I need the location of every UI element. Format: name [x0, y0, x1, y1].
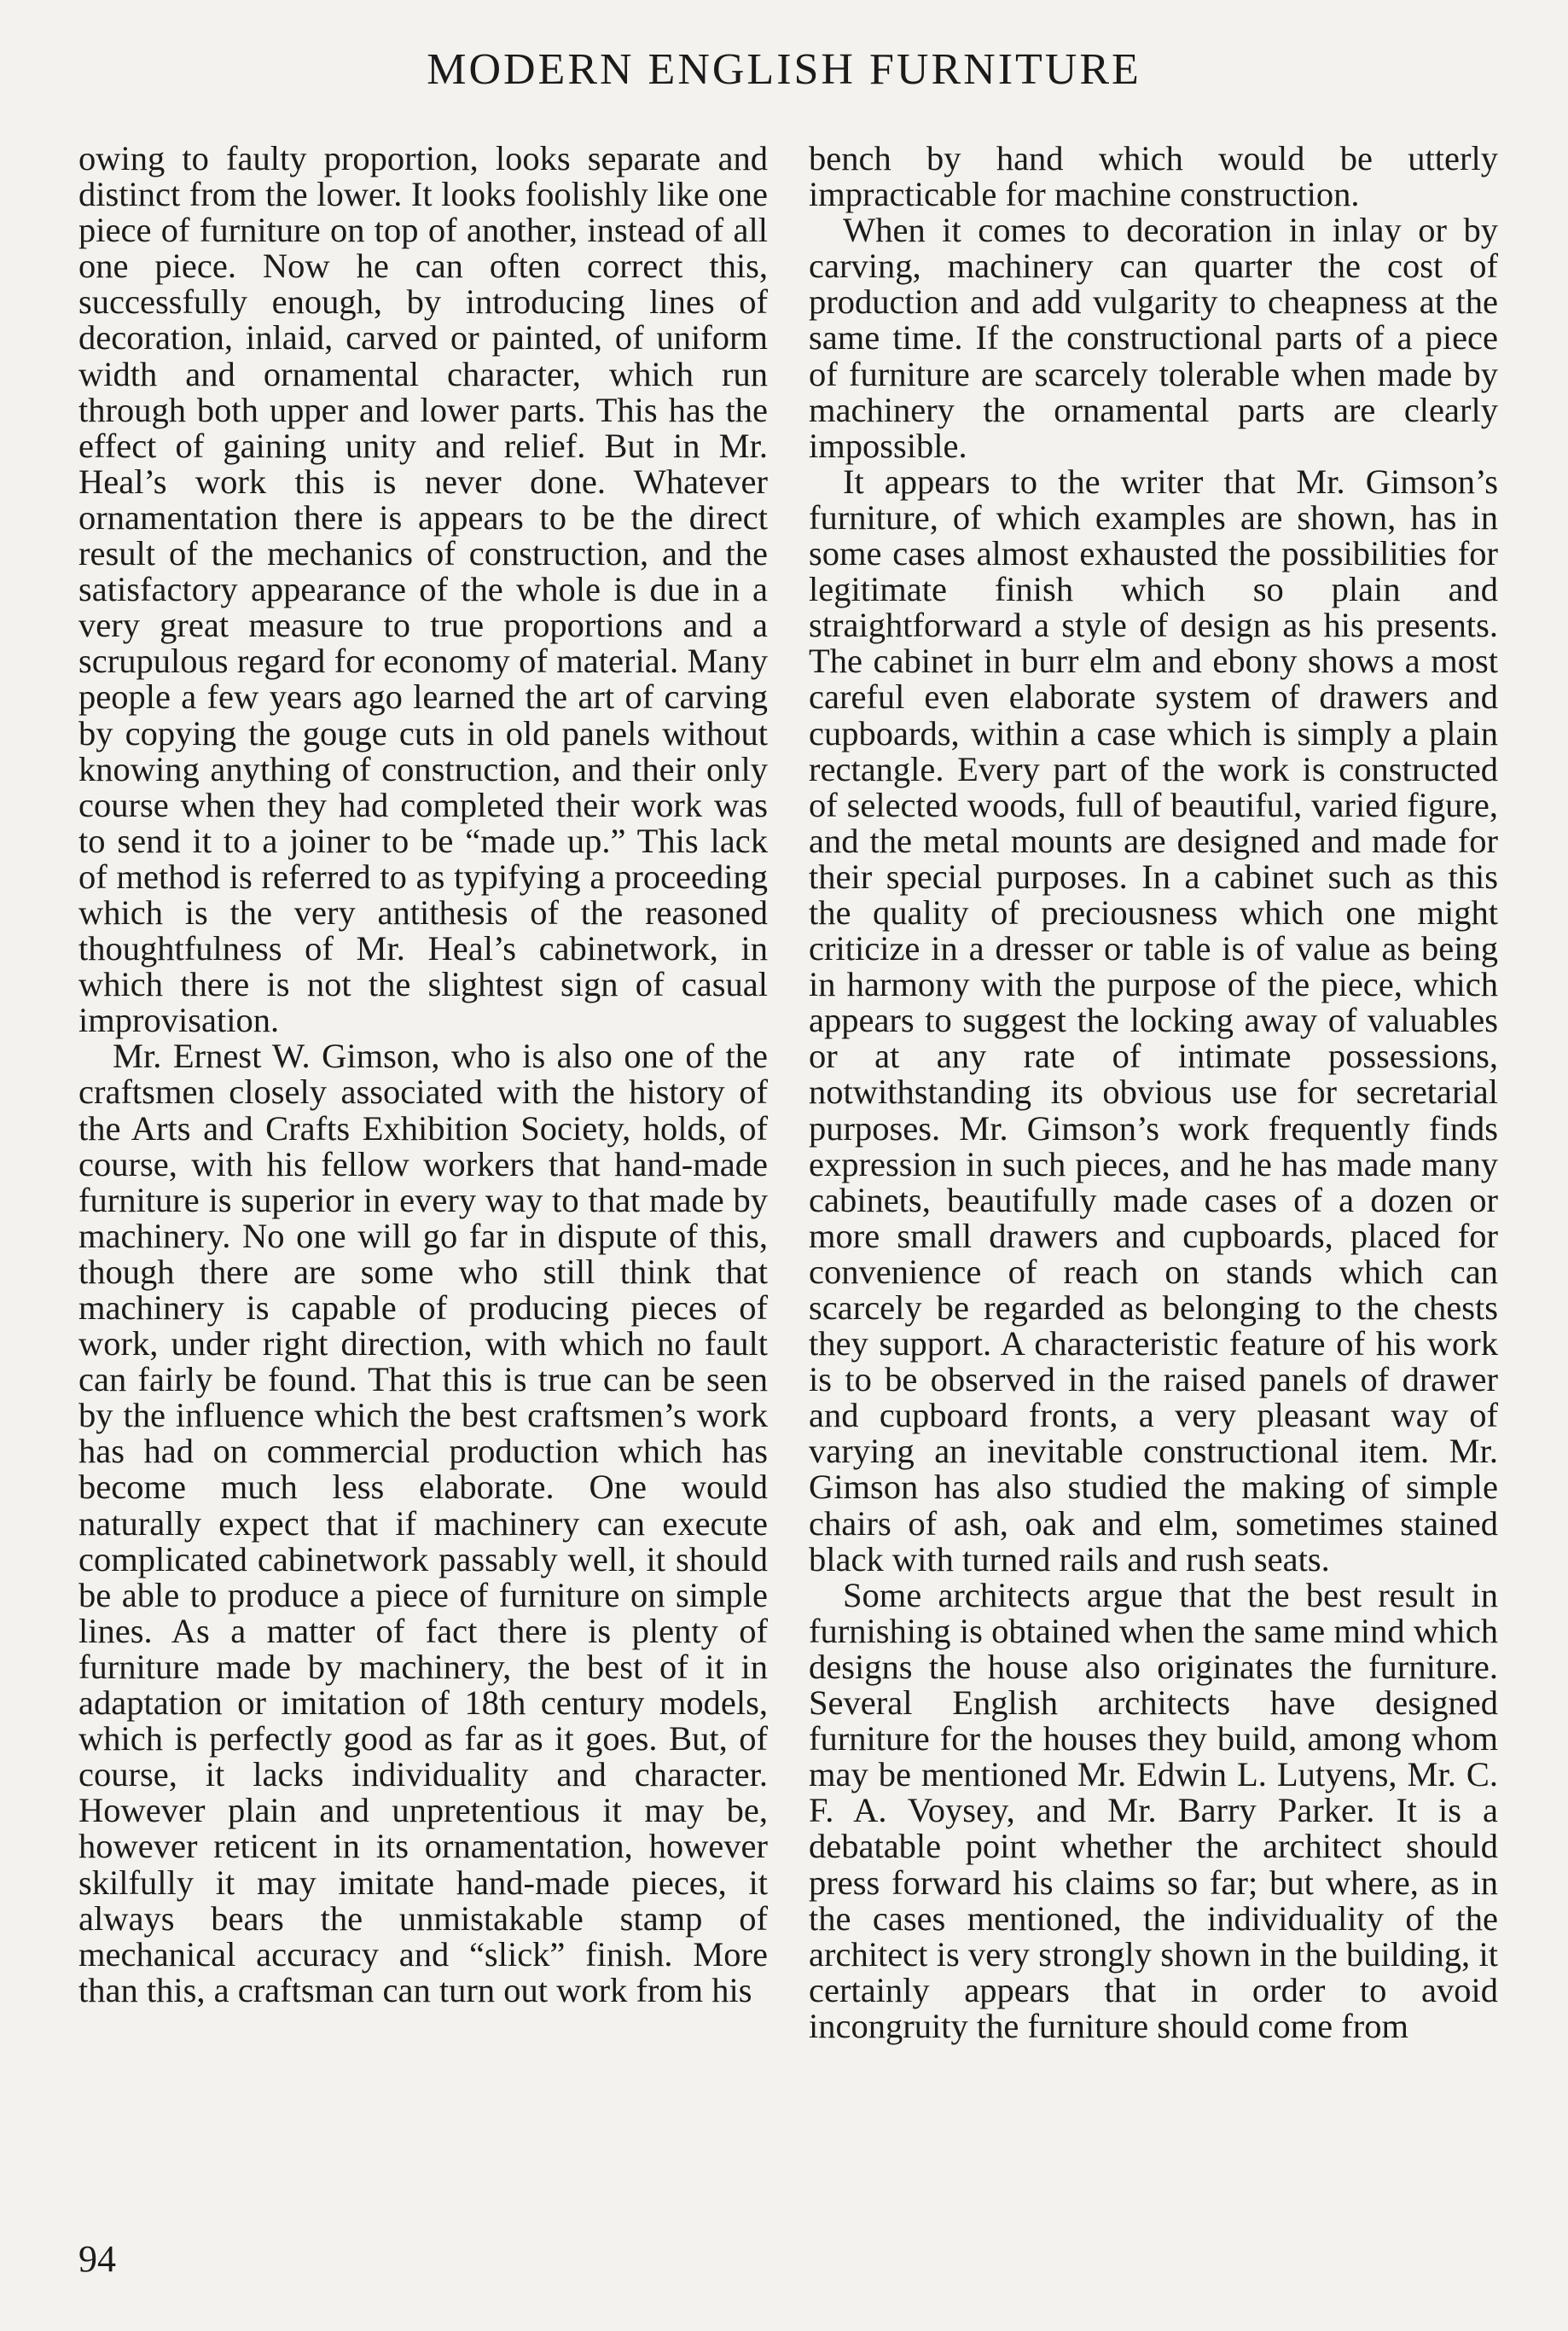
- running-title: MODERN ENGLISH FURNITURE: [427, 45, 1141, 94]
- right-column: [809, 141, 1498, 2044]
- paragraph: Some architects argue that the best result in furnishing is obtained when the same mind which designs the house also originates the furniture. Several English architects have designed furniture for the houses they build, among whom may be mentioned Mr. Edwin L. Lutyens, Mr. C. F. A. Voysey, and Mr. Barry Parker. It is a debatable point whether the architect should press forward his claims so far; but where, as in the cases mentioned, the individuality of the architect is very strongly shown in the building, it certainly appears that in order to avoid incongruity the furniture should come from: [809, 1575, 1498, 2045]
- paragraph: owing to faulty proportion, looks separate and distinct from the lower. It looks foolishly like one piece of furniture on top of another, instead of all one piece. Now he can often correct this, successfully enough, by introducing lines of decoration, inlaid, carved or painted, of uniform width and ornamental character, which run through both upper and lower parts. This has the effect of gaining unity and relief. But in Mr. Heal’s work this is never done. Whatever ornamentation there is appears to be the direct result of the mechanics of construction, and the satisfactory appearance of the whole is due in a very great measure to true proportions and a scrupulous regard for economy of material. Many people a few years ago learned the art of carving by copying the gouge cuts in old panels without knowing anything of construction, and their only course when they had completed their work was to send it to a joiner to be “made up.” This lack of method is referred to as typifying a proceeding which is the very antithesis of the reasoned thoughtfulness of Mr. Heal’s cabinetwork, in which there is not the slightest sign of casual improvisation.: [78, 139, 768, 1040]
- paragraph: bench by hand which would be utterly impracticable for machine construction.: [809, 139, 1498, 214]
- left-column: [78, 141, 768, 2008]
- page-number: 94: [78, 2238, 116, 2280]
- paragraph: Mr. Ernest W. Gimson, who is also one of the craftsmen closely associated with the history of the Arts and Crafts Exhibition Society, holds, of course, with his fellow workers that hand-made furniture is superior in every way to that made by machinery. No one will go far in dispute of this, though there are some who still think that machinery is capable of producing pieces of work, under right direction, with which no fault can fairly be found. That this is true can be seen by the influence which the best craftsmen’s work has had on commercial production which has become much less elaborate. One would naturally expect that if machinery can execute complicated cabinetwork passably well, it should be able to produce a piece of furniture on simple lines. As a matter of fact there is plenty of furniture made by machinery, the best of it in adaptation or imitation of 18th century models, which is perfectly good as far as it goes. But, of course, it lacks individuality and character. However plain and unpretentious it may be, however reticent in its ornamentation, however skilfully it may imitate hand-made pieces, it always bears the unmistakable stamp of mechanical accuracy and “slick” finish. More than this, a craftsman can turn out work from his: [78, 1037, 768, 2009]
- paragraph: It appears to the writer that Mr. Gimson’s furniture, of which examples are shown, has in some cases almost exhausted the possibilities for legitimate finish which so plain and straightforward a style of design as his presents. The cabinet in burr elm and ebony shows a most careful even elaborate system of drawers and cupboards, within a case which is simply a plain rectangle. Every part of the work is constructed of selected woods, full of beautiful, varied figure, and the metal mounts are designed and made for their special purposes. In a cabinet such as this the quality of preciousness which one might criticize in a dresser or table is of value as being in harmony with the purpose of the piece, which appears to suggest the locking away of valuables or at any rate of intimate possessions, notwithstanding its obvious use for secretarial purposes. Mr. Gimson’s work frequently finds expression in such pieces, and he has made many cabinets, beautifully made cases of a dozen or more small drawers and cupboards, placed for convenience of reach on stands which can scarcely be regarded as belonging to the chests they support. A characteristic feature of his work is to be observed in the raised panels of drawer and cupboard fronts, a very pleasant way of varying an inevitable constructional item. Mr. Gimson has also studied the making of simple chairs of ash, oak and elm, sometimes stained black with turned rails and rush seats.: [809, 462, 1498, 1578]
- paragraph: When it comes to decoration in inlay or by carving, machinery can quarter the cost of production and add vulgarity to cheapness at the same time. If the constructional parts of a piece of furniture are scarcely tolerable when made by machinery the ornamental parts are clearly impossible.: [809, 211, 1498, 465]
